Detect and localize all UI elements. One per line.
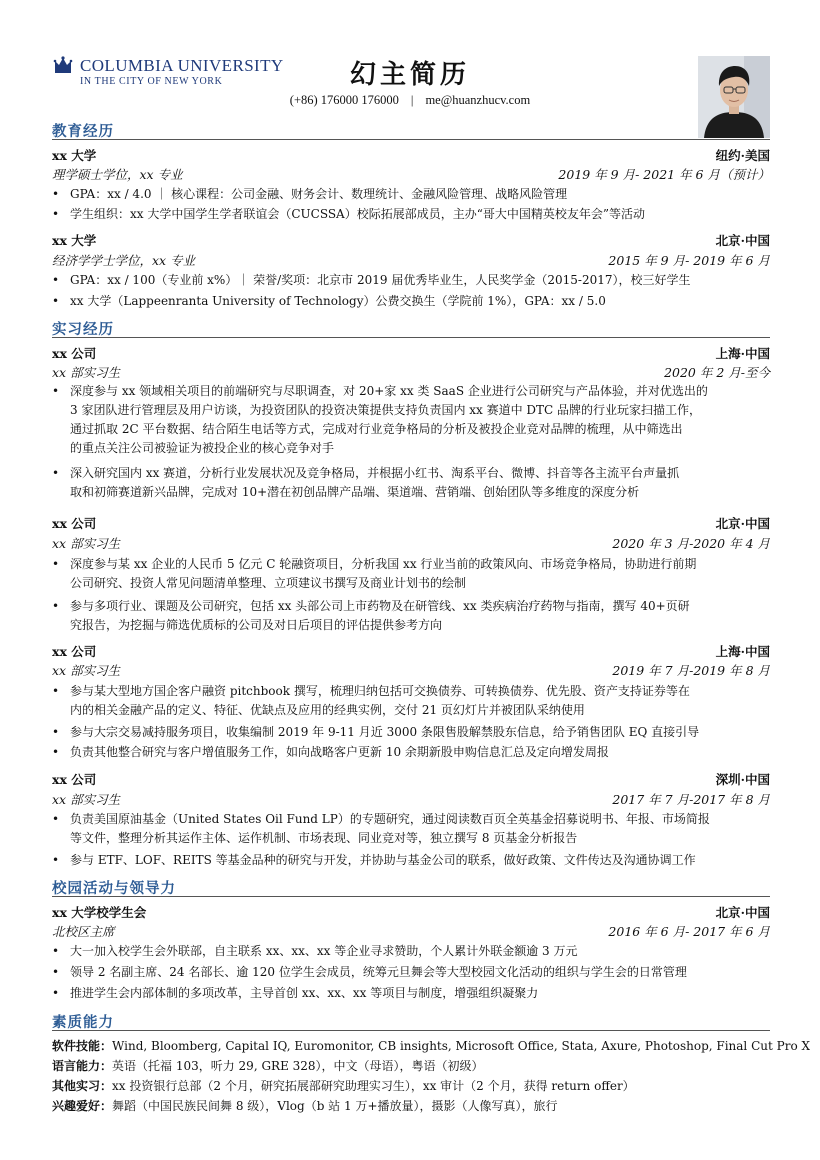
campus-title: 校园活动与领导力 xyxy=(52,880,176,897)
bullet-body xyxy=(70,963,770,982)
bullet-icon: • xyxy=(52,294,60,308)
education-section-header xyxy=(52,120,770,140)
bullet-text: 深入研究国内 xx 赛道，分析行业发展状况及竞争格局，并根据小红书、淘系平台、微博、抖音等各主流平台声量抓 xyxy=(70,466,680,480)
internship-entry-2-sub xyxy=(52,534,770,552)
bullet-text: 负责其他整合研究与客户增值服务工作，如向战略客户更新 10 余期新股申购信息汇总及定向增发周报 xyxy=(70,745,609,759)
organization-location: 北京·中国 xyxy=(715,905,770,920)
role: xx 部实习生 xyxy=(52,663,121,678)
bullet-text: 3 家团队进行管理层及用户访谈，为投资团队的投资决策提供支持负责国内 xx 赛道中 DTC 品牌的行业玩家扫描工作， xyxy=(70,403,702,417)
bullet-icon: • xyxy=(52,384,60,398)
bullet-body xyxy=(70,597,770,635)
bullet-icon: • xyxy=(52,187,60,201)
bullet-icon: • xyxy=(52,812,60,826)
resume-name: 幻主简历 xyxy=(349,60,470,90)
bullet-icon: • xyxy=(52,207,60,221)
date-range: 2020 年 3 月-2020 年 4 月 xyxy=(612,536,770,551)
company-location: 上海·中国 xyxy=(715,644,770,659)
bullet-icon: • xyxy=(52,466,60,480)
bullet-text: GPA：xx / 100（专业前 x%）｜ 荣誉/奖项：北京市 2019 届优秀毕业生，人民奖学金（2015-2017），校三好学生 xyxy=(70,273,691,287)
company-name: xx 公司 xyxy=(52,644,97,659)
internship-entry-4-header xyxy=(52,770,770,788)
bullet-body xyxy=(70,810,770,848)
section-divider xyxy=(52,1030,770,1031)
bullet-text: 通过抓取 2C 平台数据、结合陌生电话等方式，完成对行业竞争格局的分析及被投企业竞对品牌的梳理，从中筛选出 xyxy=(70,422,683,436)
bullet-body xyxy=(70,743,770,762)
company-name: xx 公司 xyxy=(52,516,97,531)
internship-entry-3-sub xyxy=(52,661,770,679)
campus-entry-header xyxy=(52,903,770,921)
internship-entry-4-sub xyxy=(52,790,770,808)
section-divider xyxy=(52,896,770,897)
bullet-text: 参与 ETF、LOF、REITS 等基金品种的研究与开发，并协助与基金公司的联系，做好政策、文件传达及沟通协调工作 xyxy=(70,853,696,867)
role: xx 部实习生 xyxy=(52,365,121,380)
campus-entry-sub xyxy=(52,922,770,940)
bullet-text: 推进学生会内部体制的多项改革，主导首创 xx、xx、xx 等项目与制度，增强组织凝聚力 xyxy=(70,986,539,1000)
bullet-text: 的重点关注公司被验证为被投企业的核心竞争对手 xyxy=(70,441,335,455)
bullet-body xyxy=(70,185,770,204)
school-location: 纽约·美国 xyxy=(715,148,770,163)
education-entry-2-header xyxy=(52,231,770,249)
internship-title: 实习经历 xyxy=(52,321,114,338)
bullet-text: 深度参与某 xx 企业的人民币 5 亿元 C 轮融资项目，分析我国 xx 行业当前的政策风向、市场竞争格局，协助进行前期 xyxy=(70,557,697,571)
bullet-body xyxy=(70,942,770,961)
bullet-text: 负责美国原油基金（United States Oil Fund LP）的专题研究，通过阅读数百页全英基金招募说明书、年报、市场简报 xyxy=(70,812,710,826)
bullet-body xyxy=(70,292,770,311)
internship-entry-1-sub xyxy=(52,363,770,381)
section-divider xyxy=(52,337,770,338)
company-name: xx 公司 xyxy=(52,772,97,787)
bullet-text: 参与多项行业、课题及公司研究，包括 xx 头部公司上市药物及在研管线、xx 类疾病治疗药物与指南，撰写 40+页研 xyxy=(70,599,690,613)
internship-entry-2-header xyxy=(52,514,770,532)
organization-name: xx 大学校学生会 xyxy=(52,905,147,920)
bullet-text: 大一加入校学生会外联部，自主联系 xx、xx、xx 等企业寻求赞助，个人累计外联金额逾 3 万元 xyxy=(70,944,578,958)
education-entry-2-sub xyxy=(52,251,770,269)
bullet-icon: • xyxy=(52,273,60,287)
bullet-icon: • xyxy=(52,853,60,867)
role: xx 部实习生 xyxy=(52,792,121,807)
bullet-body xyxy=(70,205,770,224)
skill-label: 兴趣爱好： xyxy=(52,1099,113,1113)
skill-label: 语言能力： xyxy=(52,1059,113,1073)
phone-number: (+86) 176000 176000 xyxy=(289,93,399,107)
date-range: 2020 年 2 月-至今 xyxy=(664,365,770,380)
bullet-text: 学生组织：xx 大学中国学生学者联谊会（CUCSSA）校际拓展部成员，主办“哥大中国精英校友年会”等活动 xyxy=(70,207,645,221)
bullet-icon: • xyxy=(52,557,60,571)
bullet-icon: • xyxy=(52,684,60,698)
email-address: me@huanzhucv.com xyxy=(425,93,531,107)
degree: 经济学学士学位，xx 专业 xyxy=(52,253,196,268)
bullet-text: 领导 2 名副主席、24 名部长、逾 120 位学生会成员，统筹元旦舞会等大型校园文化活动的组织与学生会的日常管理 xyxy=(70,965,687,979)
date-range: 2015 年 9 月- 2019 年 6 月 xyxy=(608,253,770,268)
bullet-body xyxy=(70,555,770,593)
bullet-body xyxy=(70,464,770,502)
bullet-body xyxy=(70,723,770,742)
bullet-text: 等文件，整理分析其运作主体、运作机制、市场表现、同业竞对等，独立撰写 8 页基金分析报告 xyxy=(70,831,578,845)
skill-value: 舞蹈（中国民族民间舞 8 级），Vlog（b 站 1 万+播放量），摄影（人像写真），旅行 xyxy=(112,1099,558,1113)
internship-entry-1-header xyxy=(52,344,770,362)
bullet-text: 公司研究、投资人常见问题清单整理、立项建议书撰写及商业计划书的绘制 xyxy=(70,576,467,590)
bullet-body xyxy=(70,984,770,1003)
skill-row-language xyxy=(52,1057,770,1074)
school-name: xx 大学 xyxy=(52,148,97,163)
bullet-body xyxy=(70,382,770,458)
bullet-icon: • xyxy=(52,944,60,958)
bullet-text: 深度参与 xx 领域相关项目的前端研究与尽职调查，对 20+家 xx 类 SaaS 企业进行公司研究与产品体验，并对优选出的 xyxy=(70,384,708,398)
date-range: 2016 年 6 月- 2017 年 6 月 xyxy=(608,924,770,939)
education-title: 教育经历 xyxy=(52,123,114,140)
degree: 理学硕士学位，xx 专业 xyxy=(52,167,183,182)
skill-row-software xyxy=(52,1037,811,1054)
education-entry-1-sub xyxy=(52,165,770,183)
contact-line xyxy=(0,93,820,108)
role: xx 部实习生 xyxy=(52,536,121,551)
section-divider xyxy=(52,139,770,140)
bullet-text: GPA：xx / 4.0 ｜ 核心课程：公司金融、财务会计、数理统计、金融风险管理、战略风险管理 xyxy=(70,187,568,201)
company-location: 上海·中国 xyxy=(715,346,770,361)
bullet-icon: • xyxy=(52,986,60,1000)
skills-section-header xyxy=(52,1011,770,1031)
date-range: 2017 年 7 月-2017 年 8 月 xyxy=(612,792,770,807)
skill-value: Wind, Bloomberg, Capital IQ, Euromonitor, CB insights, Microsoft Office, Stata, Axure, Photoshop, Final Cut Pro X xyxy=(112,1039,811,1053)
skill-value: 英语（托福 103，听力 29, GRE 328），中文（母语），粤语（初级） xyxy=(112,1059,484,1073)
role: 北校区主席 xyxy=(52,924,115,939)
bullet-icon: • xyxy=(52,965,60,979)
logo-name: COLUMBIA UNIVERSITY xyxy=(80,56,284,75)
bullet-body xyxy=(70,271,770,290)
company-location: 北京·中国 xyxy=(715,516,770,531)
campus-section-header xyxy=(52,877,770,897)
bullet-text: 内的相关金融产品的定义、特征、优缺点及应用的经典实例，交付 21 页幻灯片并被团队采纳使用 xyxy=(70,703,585,717)
date-range: 2019 年 7 月-2019 年 8 月 xyxy=(612,663,770,678)
bullet-body xyxy=(70,682,770,720)
bullet-text: 参与某大型地方国企客户融资 pitchbook 撰写，梳理归纳包括可交换债券、可转换债券、优先股、资产支持证券等在 xyxy=(70,684,690,698)
bullet-text: 取和初筛赛道新兴品牌，完成对 10+潜在初创品牌产品端、渠道端、营销端、创始团队等多维度的深度分析 xyxy=(70,485,640,499)
logo-subtitle: IN THE CITY OF NEW YORK xyxy=(80,76,223,87)
skill-value: xx 投资银行总部（2 个月，研究拓展部研究助理实习生），xx 审计（2 个月，获得 return offer） xyxy=(112,1079,635,1093)
internship-entry-3-header xyxy=(52,642,770,660)
bullet-text: 参与大宗交易减持服务项目，收集编制 2019 年 9-11 月近 3000 条限售股解禁股东信息，给予销售团队 EQ 直接引导 xyxy=(70,725,700,739)
skills-title: 素质能力 xyxy=(52,1014,114,1031)
contact-separator: | xyxy=(410,93,414,107)
company-location: 深圳·中国 xyxy=(715,772,770,787)
bullet-text: xx 大学（Lappeenranta University of Technology）公费交换生（学院前 1%），GPA：xx / 5.0 xyxy=(70,294,606,308)
internship-section-header xyxy=(52,318,770,338)
skill-row-other-internship xyxy=(52,1077,770,1094)
bullet-text: 究报告，为挖掘与筛选优质标的公司及对日后项目的评估提供参考方向 xyxy=(70,618,443,632)
skill-label: 其他实习： xyxy=(52,1079,113,1093)
skill-label: 软件技能： xyxy=(52,1039,113,1053)
skill-row-hobbies xyxy=(52,1097,770,1114)
school-location: 北京·中国 xyxy=(715,233,770,248)
date-range: 2019 年 9 月- 2021 年 6 月（预计） xyxy=(558,167,770,182)
school-name: xx 大学 xyxy=(52,233,97,248)
education-entry-1-header xyxy=(52,146,770,164)
bullet-icon: • xyxy=(52,599,60,613)
bullet-body xyxy=(70,851,770,870)
bullet-icon: • xyxy=(52,725,60,739)
company-name: xx 公司 xyxy=(52,346,97,361)
bullet-icon: • xyxy=(52,745,60,759)
